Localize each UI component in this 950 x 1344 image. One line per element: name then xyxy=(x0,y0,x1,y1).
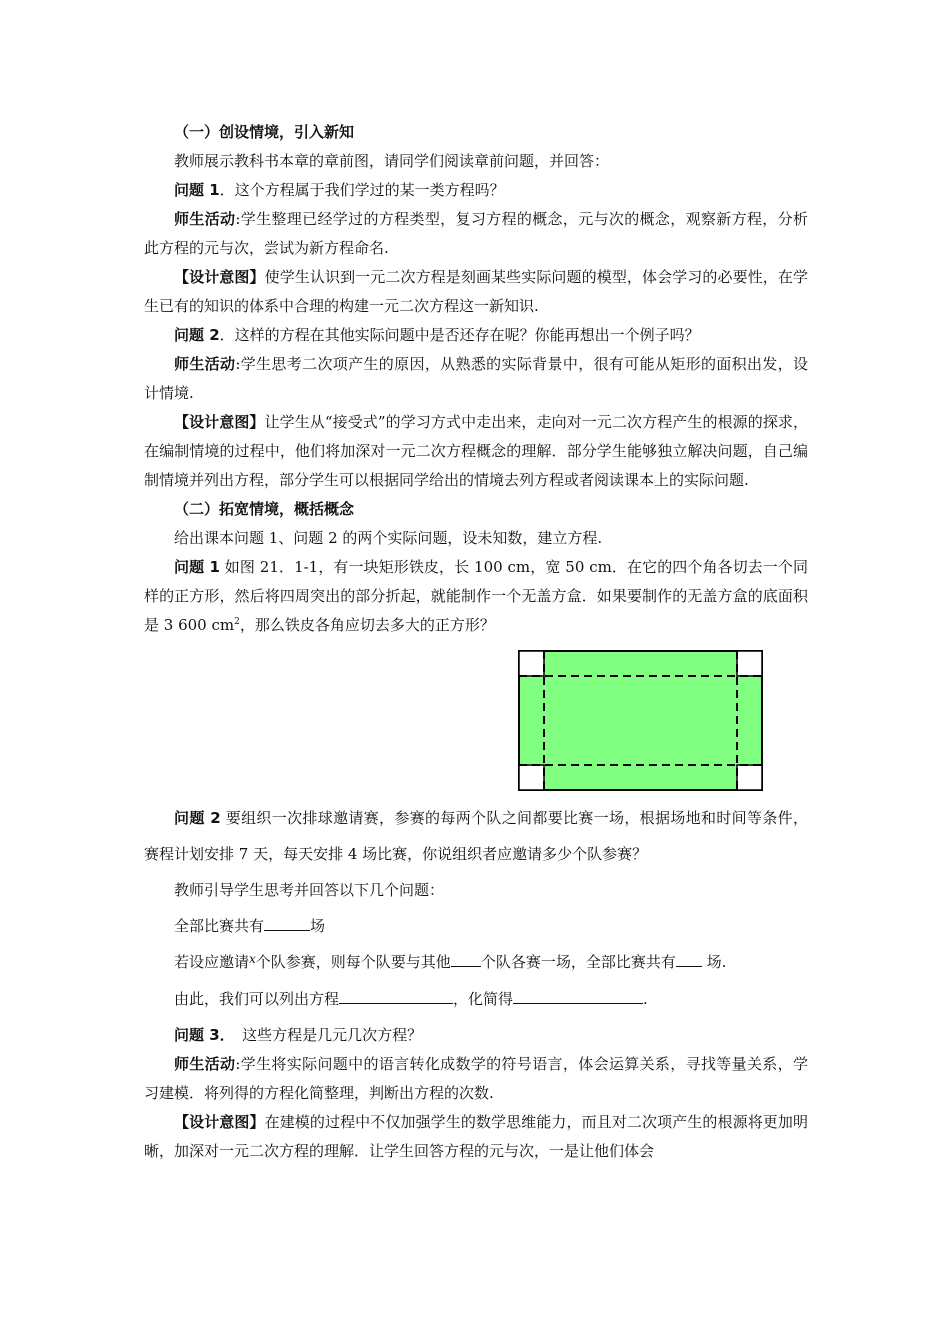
question-2 xyxy=(144,321,808,350)
corner-square-bottom-left xyxy=(519,765,544,790)
fill-text: 场. xyxy=(701,953,727,971)
activity-label: 师生活动 xyxy=(174,1055,236,1073)
problem-text: 要组织一次排球邀请赛，参赛的每两个队之间都要比赛一场，根据场地和时间等条件，赛程计划安排 7 天，每天安排 4 场比赛，你说组织者应邀请多少个队参赛？ xyxy=(144,809,808,863)
corner-square-bottom-right xyxy=(737,765,762,790)
activity-label: 师生活动 xyxy=(174,355,236,373)
fill-blank-1 xyxy=(144,908,808,944)
answer-blank[interactable] xyxy=(451,950,481,967)
design-text: 让学生从“接受式”的学习方式中走出来，走向对一元二次方程产生的根源的探求，在编制情境的过程中，他们将加深对一元二次方程概念的理解．部分学生能够独立解决问题，自己编制情境并列出方程，部分学生可以根据同学给出的情境去列方程或者阅读课本上的实际问题. xyxy=(144,413,808,489)
question-1 xyxy=(144,176,808,205)
question-label: 问题 2 xyxy=(174,326,220,344)
variable-x: x xyxy=(249,952,256,966)
fill-text: . xyxy=(643,990,648,1008)
figure-sheet-diagram xyxy=(144,640,808,800)
fill-blank-3 xyxy=(144,981,808,1017)
fill-text: 全部比赛共有 xyxy=(174,917,265,935)
problem-1 xyxy=(144,553,808,640)
fill-text: 个队参赛，则每个队要与其他 xyxy=(255,953,451,971)
activity-text: :学生思考二次项产生的原因，从熟悉的实际背景中，很有可能从矩形的面积出发，设计情境. xyxy=(144,355,808,402)
section-heading-1: （一）创设情境，引入新知 xyxy=(174,123,355,141)
activity-text: :学生将实际问题中的语言转化成数学的符号语言，体会运算关系，寻找等量关系，学习建模．将列得的方程化简整理，判断出方程的次数. xyxy=(144,1055,808,1102)
activity-text: :学生整理已经学过的方程类型，复习方程的概念，元与次的概念，观察新方程，分析此方程的元与次，尝试为新方程命名. xyxy=(144,210,808,257)
activity-label: 师生活动 xyxy=(174,210,236,228)
problem-text-tail: ，那么铁皮各角应切去多大的正方形？ xyxy=(239,616,495,634)
design-label: 【设计意图】 xyxy=(174,1113,265,1131)
corner-square-top-right xyxy=(737,651,762,676)
question-text: 这些方程是几元几次方程？ xyxy=(227,1026,423,1044)
paragraph-intro: 教师展示教科书本章的章前图，请同学们阅读章前问题，并回答： xyxy=(174,152,610,170)
fill-text: 由此，我们可以列出方程 xyxy=(174,990,340,1008)
answer-blank[interactable] xyxy=(676,950,702,967)
design-intent-2 xyxy=(144,408,808,495)
question-text: ．这样的方程在其他实际问题中是否还存在呢？你能再想出一个例子吗？ xyxy=(219,326,700,344)
section-heading-2: （二）拓宽情境，概括概念 xyxy=(174,500,355,518)
design-text: 使学生认识到一元二次方程是刻画某些实际问题的模型，体会学习的必要性，在学生已有的知识的体系中合理的构建一元二次方程这一新知识. xyxy=(144,268,808,315)
design-text: 在建模的过程中不仅加强学生的数学思维能力，而且对二次项产生的根源将更加明晰，加深对一元二次方程的理解．让学生回答方程的元与次，一是让他们体会 xyxy=(144,1113,808,1160)
answer-blank[interactable] xyxy=(513,987,643,1004)
design-intent-3 xyxy=(144,1108,808,1166)
superscript: 2 xyxy=(234,617,240,627)
activity-1 xyxy=(144,205,808,263)
answer-blank[interactable] xyxy=(339,987,453,1004)
activity-2 xyxy=(144,350,808,408)
question-label: 问题 1 xyxy=(174,181,220,199)
fill-blank-2 xyxy=(144,944,808,981)
fill-text: 若设应邀请 xyxy=(174,953,250,971)
fill-text: 场 xyxy=(310,917,326,935)
question-label: 问题 3． xyxy=(174,1026,228,1044)
document-page xyxy=(144,118,808,1166)
problem-label: 问题 1 xyxy=(174,558,220,576)
fill-text: ，化简得 xyxy=(453,990,514,1008)
design-label: 【设计意图】 xyxy=(174,413,265,431)
rectangular-sheet-figure xyxy=(518,650,764,792)
paragraph-intro-2: 给出课本问题 1、问题 2 的两个实际问题，设未知数，建立方程. xyxy=(174,529,603,547)
problem-label: 问题 2 xyxy=(174,809,221,827)
design-label: 【设计意图】 xyxy=(174,268,265,286)
problem-2 xyxy=(144,800,808,872)
problem-text: 如图 21．1-1，有一块矩形铁皮，长 100 cm，宽 50 cm．在它的四个角各切去一个同样的正方形，然后将四周突出的部分折起，就能制作一个无盖方盒．如果要制作的无盖方盒的底面积是 3 600 cm xyxy=(144,558,808,634)
corner-square-top-left xyxy=(519,651,544,676)
question-3 xyxy=(144,1021,808,1050)
sheet-fill xyxy=(519,651,762,790)
design-intent-1 xyxy=(144,263,808,321)
activity-3 xyxy=(144,1050,808,1108)
fill-text: 个队各赛一场，全部比赛共有 xyxy=(480,953,676,971)
answer-blank[interactable] xyxy=(264,914,310,931)
question-text: ．这个方程属于我们学过的某一类方程吗？ xyxy=(219,181,505,199)
teacher-guide: 教师引导学生思考并回答以下几个问题： xyxy=(174,881,445,899)
